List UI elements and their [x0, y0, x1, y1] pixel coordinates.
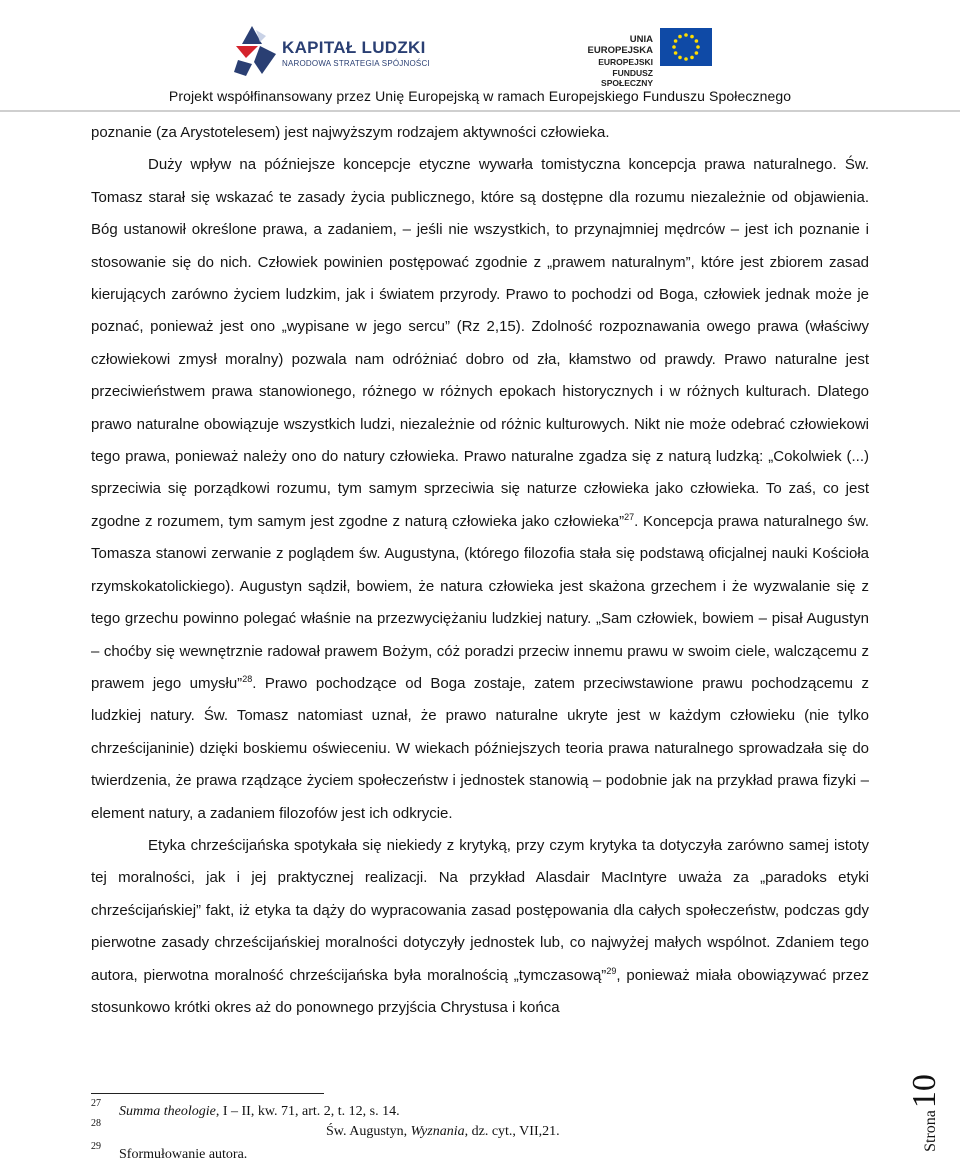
paragraph-3-text-b: , ponieważ miała obowiązywać przez stosunkowo krótki okres aż do ponownego przyjścia Chrystusa i końca — [91, 966, 870, 1016]
page-label: Strona — [922, 1110, 939, 1152]
logo-title: KAPITAŁ LUDZKI — [282, 38, 426, 57]
paragraph-3 — [91, 830, 869, 1024]
footnote-italic: Wyznania — [410, 1124, 465, 1139]
footnote-number: 27 — [91, 1098, 101, 1109]
header-divider — [0, 110, 960, 112]
kapital-ludzki-wordmark — [282, 38, 430, 68]
footnote-italic: Summa theologie — [119, 1104, 216, 1119]
paragraph-1-text: poznanie (za Arystotelesem) jest najwyższym rodzajem aktywności człowieka. — [91, 124, 610, 141]
footnote-ref-29[interactable]: 29 — [606, 965, 617, 976]
eu-line-1: UNIA EUROPEJSKA — [587, 34, 653, 56]
footnote-number: 29 — [91, 1141, 101, 1152]
eu-line-2: EUROPEJSKI — [598, 57, 653, 67]
footnote-text — [326, 1124, 560, 1140]
eu-line-3: FUNDUSZ SPOŁECZNY — [601, 68, 653, 88]
page-number-value: 10 — [906, 1074, 943, 1109]
paragraph-2 — [91, 149, 869, 830]
page-number — [905, 1068, 945, 1158]
paragraph-3-text-a: Etyka chrześcijańska spotykała się niekiedy z krytyką, przy czym krytyka ta dotyczyła zarówno samej istoty tej moralności, jak i jej praktycznej realizacji. Na przykład Alasdair MacIntyre uważa za „paradoks etyki chrześcijańskiej” fakt, iż etyka ta dąży do wypracowania zasad postępowania dla całych społeczeństw, podczas gdy pierwotne zasady chrześcijańskiej moralności dotyczyły jednostek lub, co najwyżej małych wspólnot. Zdaniem tego autora, pierwotna moralność chrześcijańska była moralnością „tymczasową” — [91, 836, 869, 984]
footnote-number: 28 — [91, 1118, 101, 1129]
paragraph-2-text-a: Duży wpływ na późniejsze koncepcje etyczne wywarła tomistyczna koncepcja prawa naturalnego. Św. Tomasz starał się wskazać te zasady życia publicznego, które są dostępne dla rozumu niezależnie od objawienia. Bóg ustanowił określone prawa, a zadaniem, – jeśli nie wszystkich, to przynajmniej mędrców – jest ich poznanie i stosowanie się do nich. Człowiek powinien postępować zgodnie z „prawem naturalnym”, które jest zbiorem zasad kierujących zarówno życiem ludzkim, jak i światem przyrody. Prawo to pochodzi od Boga, człowiek jednak może je poznać, ponieważ jest ono „wypisane w jego sercu” (Rz 2,15). Zdolność rozpoznawania owego prawa (właściwy człowiekowi zmysł moralny) pozwala nam odróżniać dobro od zła, kłamstwo od prawdy. Prawo naturalne jest przeciwieństwem prawa stanowionego, różnego w różnych epokach historycznych i w różnych kulturach. Dlatego prawo naturalne obowiązuje wszystkich ludzi, niezależnie od różnic kulturowych. Nikt nie może odebrać człowiekowi tego prawa, ponieważ należy ono do natury człowieka. Prawo naturalne zgadza się z naturą ludzką: „Cokolwiek (...) sprzeciwia się porządkowi rozumu, tym samym sprzeciwia się naturze człowieka jako człowieka. To zaś, co jest zgodne z rozumem, tym samym jest zgodne z naturą człowieka jako człowieka” — [91, 156, 869, 530]
paragraph-2-text-b: . Koncepcja prawa naturalnego św. Tomasza stanowi zerwanie z poglądem św. Augustyna, (którego filozofia stała się podstawą oficjalnej nauki Kościoła rzymskokatolickiego). Augustyn sądził, bowiem, że natura człowieka jest skażona grzechem i że wyzwalanie się z tego grzechu powinno polegać właśnie na przezwyciężaniu ludzkiej natury. „Sam człowiek, bowiem – pisał Augustyn – choćby się wewnętrznie radował prawem Bożym, cóż poradzi przeciw innemu prawu w swoim ciele, walczącemu z prawem jego umysłu” — [91, 512, 869, 692]
footnote-ref-27[interactable]: 27 — [624, 511, 635, 522]
footnote-rest: , dz. cyt., VII,21. — [464, 1124, 560, 1139]
footnote-text — [119, 1104, 400, 1120]
logo-subtitle: NARODOWA STRATEGIA SPÓJNOŚCI — [282, 59, 430, 68]
footnote-divider — [91, 1093, 324, 1094]
document-body — [91, 117, 869, 1024]
footnote-ref-28[interactable]: 28 — [242, 673, 253, 684]
footnote-rest: , I – II, kw. 71, art. 2, t. 12, s. 14. — [215, 1104, 400, 1119]
paragraph-1 — [91, 117, 869, 149]
eu-fund-label — [563, 34, 653, 88]
project-cofinancing-line: Projekt współfinansowany przez Unię Europejską w ramach Europejskiego Funduszu Społecznego — [168, 88, 792, 104]
eu-flag-icon — [660, 28, 712, 66]
page-header — [0, 0, 960, 112]
footnote-prefix: Św. Augustyn, — [326, 1124, 411, 1139]
footnote-text: Sformułowanie autora. — [119, 1147, 248, 1162]
kapital-ludzki-logo-icon — [232, 24, 278, 76]
paragraph-2-text-c: . Prawo pochodzące od Boga zostaje, zatem przeciwstawione prawu pochodzącemu z ludzkiej natury. Św. Tomasz natomiast uznał, że prawo naturalne ukryte jest w każdym człowieku (nie tylko chrześcijaninie) dzięki boskiemu oświeceniu. W wiekach późniejszych teoria prawa naturalnego sprowadzała się do twierdzenia, że prawa rządzące życiem społeczeństw i jednostek stanowią – podobnie jak na przykład prawa fizyki – element natury, a zadaniem filozofów jest ich odkrycie. — [91, 674, 869, 822]
